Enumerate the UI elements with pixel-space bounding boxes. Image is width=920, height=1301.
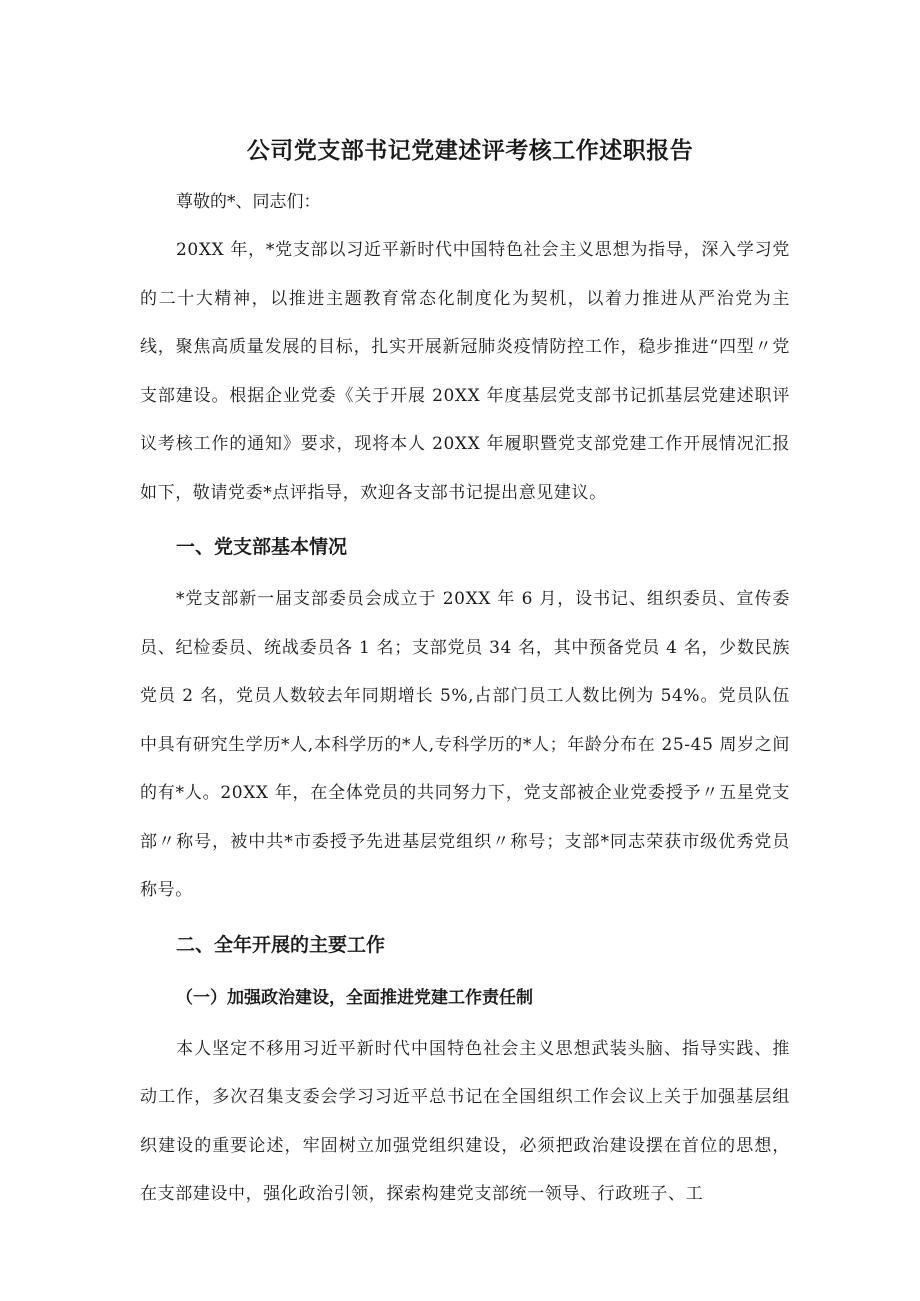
section-heading-main-work: 二、全年开展的主要工作 — [176, 933, 386, 956]
subsection-heading-political-building: （一）加强政治建设，全面推进党建工作责任制 — [176, 987, 533, 1008]
section-heading-basic-info: 一、党支部基本情况 — [176, 536, 348, 558]
political-building-paragraph: 本人坚定不移用习近平新时代中国特色社会主义思想武装头脑、指导实践、推动工作，多次召集支委会学习习近平总书记在全国组织工作会议上关于加强基层组织建设的重要论述，牢固树立加强党组织建设，必须把政治建设摆在首位的思想，在支部建设中，强化政治引领，探索构建党支部统一领导、行政班子、工 — [140, 1038, 790, 1204]
document-title: 公司党支部书记党建述评考核工作述职报告 — [246, 138, 694, 164]
basic-info-paragraph: *党支部新一届支部委员会成立于 20XX 年 6 月，设书记、组织委员、宣传委员、纪检委员、统战委员各 1 名；支部党员 34 名，其中预备党员 4 名，少数民族党员 2 名，党员人数较去年同期增长 5%,占部门员工人数比例为 54%。党员队伍中具有研究生学历*人,本科学历的*人,专科学历的*人；年龄分布在 25-45 周岁之间的有*人。20XX 年，在全体党员的共同努力下，党支部被企业党委授予〃五星党支部〃称号，被中共*市委授予先进基层党组织〃称号；支部*同志荣获市级优秀党员称号。 — [140, 589, 790, 900]
intro-paragraph: 20XX 年，*党支部以习近平新时代中国特色社会主义思想为指导，深入学习党的二十大精神，以推进主题教育常态化制度化为契机，以着力推进从严治党为主线，聚焦高质量发展的目标，扎实开展新冠肺炎疫情防控工作，稳步推进“四型〃党支部建设。根据企业党委《关于开展 20XX 年度基层党支部书记抓基层党建述职评议考核工作的通知》要求，现将本人 20XX 年履职暨党支部党建工作开展情况汇报如下，敬请党委*点评指导，欢迎各支部书记提出意见建议。 — [140, 240, 790, 503]
salutation: 尊敬的*、同志们： — [176, 192, 321, 212]
